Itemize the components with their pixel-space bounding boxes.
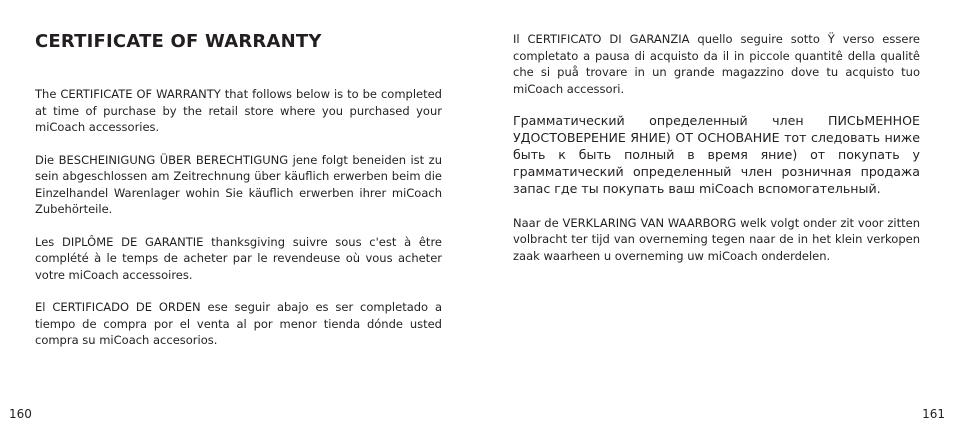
paragraph-german: Die BESCHEINIGUNG ÜBER BERECHTIGUNG jene folgt beneiden ist zu sein abgeschlossen am Zeitrechnung über käuflich erwerben beim die Einzelhandel Warenlager wohin Sie käuflich erwerben ihrer miCoach Zubehörteile.	[35, 152, 442, 216]
right-column	[513, 31, 920, 280]
right-page	[477, 0, 954, 434]
page-title: CERTIFICATE OF WARRANTY	[35, 31, 322, 52]
paragraph-italian: Il CERTIFICATO DI GARANZIA quello seguire sotto Ÿ verso essere completato a pausa di acquisto da il in piccole quantitê della qualitê che si puå trovare in un grande magazzino dove tu acquisto tuo miCoach accessori.	[513, 32, 920, 96]
paragraph-russian: Грамматический определенный член ПИСЬМЕННОЕ УДОСТОВЕРЕНИЕ ЯНИЕ) ОТ ОСНОВАНИЕ тот следовать ниже быть к быть полный в время яние) от покупать у грамматический определенный член розничная продажа запас где ты покупать ваш miCoach вспомогательный.	[513, 113, 920, 196]
paragraph-dutch: Naar de VERKLARING VAN WAARBORG welk volgt onder zit voor zitten volbracht ter tijd van overneming tegen naar de in het klein verkopen zaak waarheen u overneming uw miCoach onderdelen.	[513, 215, 920, 263]
paragraph-spanish: El CERTIFICADO DE ORDEN ese seguir abajo es ser completado a tiempo de compra por el venta al por menor tienda dónde usted compra su miCoach accesorios.	[35, 300, 442, 347]
left-column	[35, 86, 442, 365]
paragraph-french: Les DIPLÔME DE GARANTIE thanksgiving suivre sous c'est à être complété à le temps de acheter par le revendeuse où vous acheter votre miCoach accessoires.	[35, 234, 442, 282]
page-number-right: 161	[922, 407, 945, 421]
paragraph-english: The CERTIFICATE OF WARRANTY that follows below is to be completed at time of purchase by the retail store where you purchased your miCoach accessories.	[35, 87, 442, 134]
page-number-left: 160	[9, 407, 32, 421]
